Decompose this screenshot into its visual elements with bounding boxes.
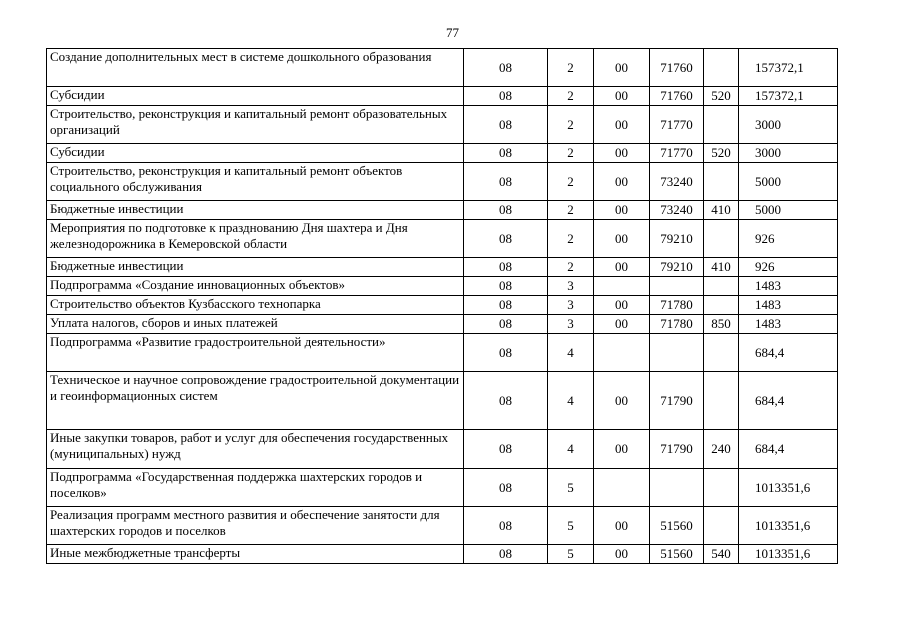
row-section: 08: [464, 315, 548, 334]
row-name: Техническое и научное сопровождение градостроительной документации и геоинформационных систем: [47, 372, 464, 430]
row-amount: 157372,1: [739, 49, 838, 87]
row-target: 71760: [650, 87, 704, 106]
row-name: Реализация программ местного развития и обеспечение занятости для шахтерских городов и поселков: [47, 507, 464, 545]
row-section: 08: [464, 430, 548, 469]
row-code: 00: [594, 163, 650, 201]
row-target: 71770: [650, 144, 704, 163]
row-target: 73240: [650, 201, 704, 220]
row-name: Субсидии: [47, 144, 464, 163]
table-row: [47, 49, 838, 87]
row-subsection: 2: [548, 106, 594, 144]
row-expense-type: [704, 372, 739, 430]
row-amount: 5000: [739, 163, 838, 201]
row-code: 00: [594, 144, 650, 163]
row-section: 08: [464, 49, 548, 87]
table-row: [47, 201, 838, 220]
row-subsection: 4: [548, 430, 594, 469]
row-subsection: 2: [548, 144, 594, 163]
row-target: 79210: [650, 258, 704, 277]
row-section: 08: [464, 258, 548, 277]
table-row: [47, 469, 838, 507]
row-expense-type: 240: [704, 430, 739, 469]
row-subsection: 3: [548, 277, 594, 296]
row-expense-type: 850: [704, 315, 739, 334]
row-name: Бюджетные инвестиции: [47, 258, 464, 277]
table-row: [47, 315, 838, 334]
row-subsection: 3: [548, 315, 594, 334]
row-code: 00: [594, 430, 650, 469]
row-expense-type: 410: [704, 258, 739, 277]
row-section: 08: [464, 334, 548, 372]
row-subsection: 5: [548, 507, 594, 545]
row-code: 00: [594, 106, 650, 144]
row-target: [650, 334, 704, 372]
table-row: [47, 430, 838, 469]
row-name: Иные межбюджетные трансферты: [47, 545, 464, 564]
row-expense-type: [704, 163, 739, 201]
row-subsection: 2: [548, 49, 594, 87]
row-subsection: 2: [548, 163, 594, 201]
row-expense-type: [704, 469, 739, 507]
row-code: 00: [594, 296, 650, 315]
row-section: 08: [464, 87, 548, 106]
row-name: Иные закупки товаров, работ и услуг для обеспечения государственных (муниципальных) нужд: [47, 430, 464, 469]
row-amount: 926: [739, 258, 838, 277]
row-expense-type: 520: [704, 87, 739, 106]
table-row: [47, 296, 838, 315]
row-code: 00: [594, 372, 650, 430]
row-target: 71770: [650, 106, 704, 144]
row-amount: 1013351,6: [739, 545, 838, 564]
row-section: 08: [464, 296, 548, 315]
budget-table: [46, 48, 838, 564]
row-target: 71790: [650, 430, 704, 469]
row-subsection: 3: [548, 296, 594, 315]
row-section: 08: [464, 277, 548, 296]
row-section: 08: [464, 163, 548, 201]
row-code: 00: [594, 49, 650, 87]
row-expense-type: [704, 334, 739, 372]
row-subsection: 4: [548, 334, 594, 372]
row-code: 00: [594, 507, 650, 545]
row-section: 08: [464, 469, 548, 507]
row-name: Подпрограмма «Развитие градостроительной деятельности»: [47, 334, 464, 372]
row-amount: 684,4: [739, 334, 838, 372]
table-row: [47, 258, 838, 277]
row-section: 08: [464, 220, 548, 258]
row-target: 71780: [650, 296, 704, 315]
row-amount: 3000: [739, 106, 838, 144]
row-amount: 5000: [739, 201, 838, 220]
row-amount: 684,4: [739, 372, 838, 430]
row-name: Строительство, реконструкция и капитальный ремонт образовательных организаций: [47, 106, 464, 144]
row-amount: 926: [739, 220, 838, 258]
row-amount: 684,4: [739, 430, 838, 469]
row-expense-type: [704, 296, 739, 315]
row-expense-type: [704, 507, 739, 545]
row-target: 51560: [650, 507, 704, 545]
row-target: 51560: [650, 545, 704, 564]
table-row: [47, 334, 838, 372]
row-code: [594, 277, 650, 296]
row-section: 08: [464, 507, 548, 545]
row-code: 00: [594, 220, 650, 258]
row-subsection: 2: [548, 220, 594, 258]
row-section: 08: [464, 106, 548, 144]
row-name: Строительство, реконструкция и капитальный ремонт объектов социального обслуживания: [47, 163, 464, 201]
row-code: 00: [594, 258, 650, 277]
row-target: 71760: [650, 49, 704, 87]
row-section: 08: [464, 372, 548, 430]
row-subsection: 5: [548, 545, 594, 564]
row-amount: 3000: [739, 144, 838, 163]
row-code: 00: [594, 545, 650, 564]
row-target: [650, 469, 704, 507]
row-target: 71790: [650, 372, 704, 430]
row-expense-type: 540: [704, 545, 739, 564]
row-name: Мероприятия по подготовке к празднованию Дня шахтера и Дня железнодорожника в Кемеровской области: [47, 220, 464, 258]
row-code: [594, 334, 650, 372]
row-name: Субсидии: [47, 87, 464, 106]
row-code: 00: [594, 201, 650, 220]
table-row: [47, 372, 838, 430]
row-section: 08: [464, 144, 548, 163]
row-subsection: 2: [548, 201, 594, 220]
row-expense-type: [704, 49, 739, 87]
table-row: [47, 220, 838, 258]
table-row: [47, 163, 838, 201]
row-subsection: 2: [548, 87, 594, 106]
row-code: 00: [594, 87, 650, 106]
row-name: Подпрограмма «Государственная поддержка шахтерских городов и поселков»: [47, 469, 464, 507]
row-amount: 1483: [739, 296, 838, 315]
row-expense-type: [704, 106, 739, 144]
table-row: [47, 545, 838, 564]
row-code: 00: [594, 315, 650, 334]
row-code: [594, 469, 650, 507]
row-subsection: 2: [548, 258, 594, 277]
row-target: 73240: [650, 163, 704, 201]
table-row: [47, 144, 838, 163]
row-target: 71780: [650, 315, 704, 334]
row-amount: 1483: [739, 315, 838, 334]
row-target: [650, 277, 704, 296]
row-amount: 1013351,6: [739, 469, 838, 507]
row-subsection: 5: [548, 469, 594, 507]
row-name: Создание дополнительных мест в системе дошкольного образования: [47, 49, 464, 87]
row-amount: 1483: [739, 277, 838, 296]
row-expense-type: 410: [704, 201, 739, 220]
row-name: Уплата налогов, сборов и иных платежей: [47, 315, 464, 334]
table-row: [47, 87, 838, 106]
row-section: 08: [464, 201, 548, 220]
row-target: 79210: [650, 220, 704, 258]
row-name: Строительство объектов Кузбасского технопарка: [47, 296, 464, 315]
table-row: [47, 277, 838, 296]
row-amount: 157372,1: [739, 87, 838, 106]
row-name: Подпрограмма «Создание инновационных объектов»: [47, 277, 464, 296]
row-name: Бюджетные инвестиции: [47, 201, 464, 220]
row-expense-type: [704, 277, 739, 296]
row-section: 08: [464, 545, 548, 564]
row-amount: 1013351,6: [739, 507, 838, 545]
table-row: [47, 507, 838, 545]
row-subsection: 4: [548, 372, 594, 430]
table-row: [47, 106, 838, 144]
row-expense-type: [704, 220, 739, 258]
row-expense-type: 520: [704, 144, 739, 163]
page-number: 77: [446, 25, 459, 40]
